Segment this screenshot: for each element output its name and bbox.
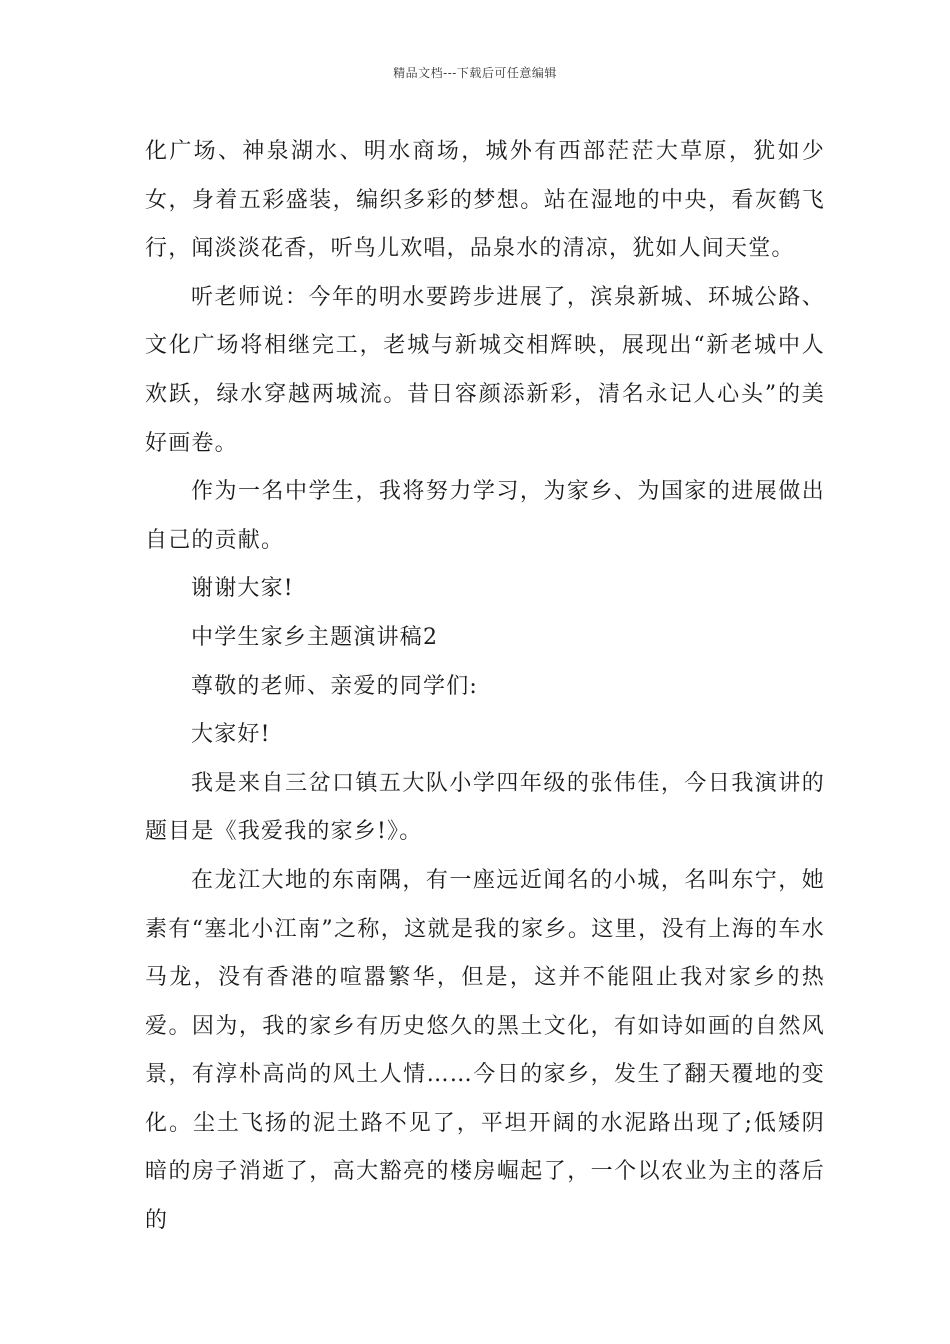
document-body xyxy=(145,128,825,1246)
paragraph: 化广场、神泉湖水、明水商场，城外有西部茫茫大草原，犹如少女，身着五彩盛装，编织多彩的梦想。站在湿地的中央，看灰鹤飞行，闻淡淡花香，听鸟儿欢唱，品泉水的清凉，犹如人间天堂。 xyxy=(145,139,825,262)
closing-line: 谢谢大家! xyxy=(191,576,294,602)
paragraph: 作为一名中学生，我将努力学习，为家乡、为国家的进展做出自己的贡献。 xyxy=(145,479,825,553)
paragraph: 我是来自三岔口镇五大队小学四年级的张伟佳，今日我演讲的题目是《我爱我的家乡!》。 xyxy=(145,770,825,845)
section-title: 中学生家乡主题演讲稿2 xyxy=(191,624,439,650)
greeting: 大家好! xyxy=(191,722,271,748)
page-header: 精品文档---下载后可任意编辑 xyxy=(393,66,557,80)
salutation: 尊敬的老师、亲爱的同学们: xyxy=(191,673,479,699)
paragraph: 在龙江大地的东南隅，有一座远近闻名的小城，名叫东宁，她素有“塞北小江南”之称，这就是我的家乡。这里，没有上海的车水马龙，没有香港的喧嚣繁华，但是，这并不能阻止我对家乡的热爱。因为，我的家乡有历史悠久的黑土文化，有如诗如画的自然风景，有淳朴高尚的风土人情……今日的家乡，发生了翻天覆地的变化。尘土飞扬的泥土路不见了，平坦开阔的水泥路出现了;低矮阴暗的房子消逝了，高大豁亮的楼房崛起了，一个以农业为主的落后的 xyxy=(145,867,825,1234)
paragraph: 听老师说：今年的明水要跨步进展了，滨泉新城、环城公路、文化广场将相继完工，老城与新城交相辉映，展现出“新老城中人欢跃，绿水穿越两城流。昔日容颜添新彩，清名永记人心头”的美好画卷。 xyxy=(145,284,825,456)
